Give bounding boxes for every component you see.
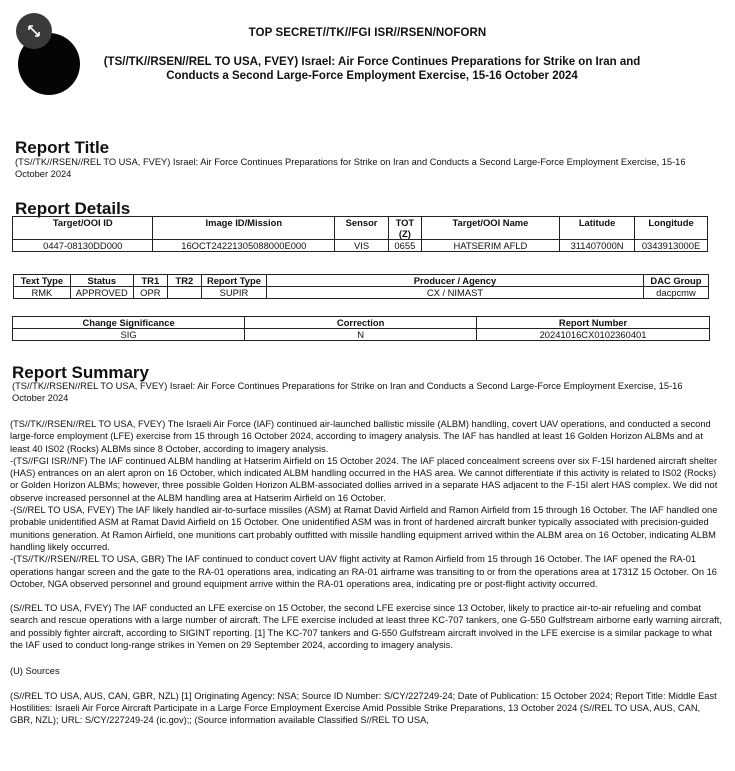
cell-latitude: 311407000N (560, 240, 635, 252)
summary-paragraph: (S//REL TO USA, FVEY) The IAF conducted an LFE exercise on 15 October, the second LFE exercise since 13 October, likely to practice air-to-air refueling and combat search and rescue operations with a large number of aircraft. The LFE exercise included at least three KC-707 tankers, one G-550 Gulfstream airborne early warning aircraft, and possibly fighter aircraft, according to SIGINT reporting. [1] The KC-707 tankers and G-550 Gulfstream aircraft involved in the LFE exercise is a similar package to what the IAF used to conduct long-range strikes in Yemen on 29 September 2024, according to imagery analysis. (10, 603, 722, 651)
cell-correction: N (245, 329, 477, 341)
col-report-type: Report Type (201, 275, 266, 287)
col-longitude: Longitude (635, 217, 708, 240)
col-dac-group: DAC Group (643, 275, 708, 287)
details-table-2 (13, 274, 709, 299)
cell-target-ooi-id: 0447-08130DD000 (13, 240, 153, 252)
col-text-type: Text Type (14, 275, 71, 287)
cell-report-number: 20241016CX0102360401 (477, 329, 710, 341)
summary-bullet: -(TS//TK//RSEN//REL TO USA, GBR) The IAF continued to conduct covert UAV flight activity at Ramon Airfield from 15 through 16 October. The IAF opened the RA-01 operations hangar screen and the gate to the RA-01 operations area, indicating an RA-01 airframe was transiting to or from the operations area at 1731Z 15 October. On 16 October, NGA observed personnel and ground equipment arrive within the RA-01 operations area, indicating pre or post-flight activity occurred. (10, 554, 717, 589)
table-row (13, 240, 708, 252)
table-header-row (13, 317, 710, 329)
details-table-3 (12, 316, 710, 341)
summary-paragraph: (TS//TK//RSEN//REL TO USA, FVEY) The Israeli Air Force (IAF) continued air-launched ballistic missile (ALBM) handling, covert UAV operations, and conducted a second large-force employment (LFE) exercise from 15 through 16 October 2024, according to imagery analysis. The IAF has handled at least 16 Golden Horizon ALBMs and at least 40 IS02 (Rocks) ALBMs since 8 October, according to imagery analysis. (10, 419, 711, 454)
col-tr1: TR1 (133, 275, 167, 287)
cell-tr1: OPR (133, 287, 167, 299)
report-details-heading: Report Details (15, 199, 131, 218)
col-sensor: Sensor (335, 217, 389, 240)
document-headline: (TS//TK//RSEN//REL TO USA, FVEY) Israel: Air Force Continues Preparations for Strike on Iran and Conducts a Second Large-Force Employment Exercise, 15-16 October 2024 (103, 56, 641, 82)
report-title-heading: Report Title (15, 138, 110, 157)
sources-heading: (U) Sources (10, 666, 60, 677)
report-title-text: (TS//TK//RSEN//REL TO USA, FVEY) Israel: Air Force Continues Preparations for Strike on Iran and Conducts a Second Large-Force Employment Exercise, 15-16 October 2024 (15, 157, 686, 179)
cell-producer-agency: CX / NIMAST (266, 287, 643, 299)
col-producer-agency: Producer / Agency (266, 275, 643, 287)
col-tr2: TR2 (167, 275, 201, 287)
expand-image-button[interactable] (16, 13, 52, 49)
cell-text-type: RMK (14, 287, 71, 299)
col-latitude: Latitude (560, 217, 635, 240)
table-header-row (13, 217, 708, 240)
col-correction: Correction (245, 317, 477, 329)
details-table-1 (12, 216, 708, 252)
cell-status: APPROVED (70, 287, 133, 299)
table-header-row (14, 275, 709, 287)
cell-tot: 0655 (388, 240, 421, 252)
cell-image-id: 16OCT24221305088000E000 (153, 240, 335, 252)
summary-bullet: -(S//REL TO USA, FVEY) The IAF likely handled air-to-surface missiles (ASM) at Ramat David Airfield and Ramon Airfield from 15 through 16 October. The IAF handled one probable unidentified ASM at Ramat David Airfield on 15 October. One unidentified ASM was in front of hardened aircraft bunker typically associated with precision-guided munitions generation. At Ramon Airfield, one munitions cart probably outfitted with missile handling equipment arrived within the ALBM area on 16 October, indicating ALBM handling likely occurred. (10, 505, 718, 552)
col-report-number: Report Number (477, 317, 710, 329)
report-summary-heading: Report Summary (12, 363, 149, 382)
report-summary-title: (TS//TK//RSEN//REL TO USA, FVEY) Israel: Air Force Continues Preparations for Strike on Iran and Conducts a Second Large-Force Employment Exercise, 15-16 October 2024 (12, 381, 683, 403)
col-status: Status (70, 275, 133, 287)
summary-body (10, 418, 725, 727)
cell-tr2 (167, 287, 201, 299)
cell-dac-group: dacpcmw (643, 287, 708, 299)
col-target-ooi-id: Target/OOI ID (13, 217, 153, 240)
cell-change-significance: SIG (13, 329, 245, 341)
col-tot: TOT (Z) (388, 217, 421, 240)
col-change-significance: Change Significance (13, 317, 245, 329)
classification-banner: TOP SECRET//TK//FGI ISR//RSEN/NOFORN (248, 27, 487, 39)
col-image-id-mission: Image ID/Mission (153, 217, 335, 240)
cell-longitude: 0343913000E (635, 240, 708, 252)
summary-bullet: -(TS//FGI ISR//NF) The IAF continued ALBM handling at Hatserim Airfield on 15 October 2024. The IAF placed concealment screens over six F-15I hardened aircraft shelter (HAS) entrances on an alert apron on 16 October, which indicated ALBM handling occurred in the HAS area. We cannot differentiate if this activity is related to IS02 (Rocks) or Golden Horizon ALBMs; however, three possible Golden Horizon ALBM-associated dollies arrived in a separate HAS adjacent to the F-15I alert HAS complex. We did not observe increased personnel at the ALBM handling area at Hatserim Airfield on 16 October. (10, 455, 718, 503)
table-row (14, 287, 709, 299)
col-target-ooi-name: Target/OOI Name (421, 217, 559, 240)
cell-sensor: VIS (335, 240, 389, 252)
table-row (13, 329, 710, 341)
expand-arrows-icon (26, 23, 42, 39)
cell-report-type: SUPIR (201, 287, 266, 299)
sources-text: (S//REL TO USA, AUS, CAN, GBR, NZL) [1] Originating Agency: NSA; Source ID Number: S/CY/227249-24; Date of Publication: 15 October 2024; Report Title: Middle East Hostilities: Israeli Air Force Aircraft Participate in a Large Force Employment Exercise Amid Possible Strike Preparations, 13 October 2024 (S//REL TO USA, AUS, CAN, GBR, NZL); URL: S/CY/227249-24 (ic.gov);; (Source information available Classified S//REL TO USA, (10, 690, 717, 726)
cell-target-name: HATSERIM AFLD (421, 240, 559, 252)
